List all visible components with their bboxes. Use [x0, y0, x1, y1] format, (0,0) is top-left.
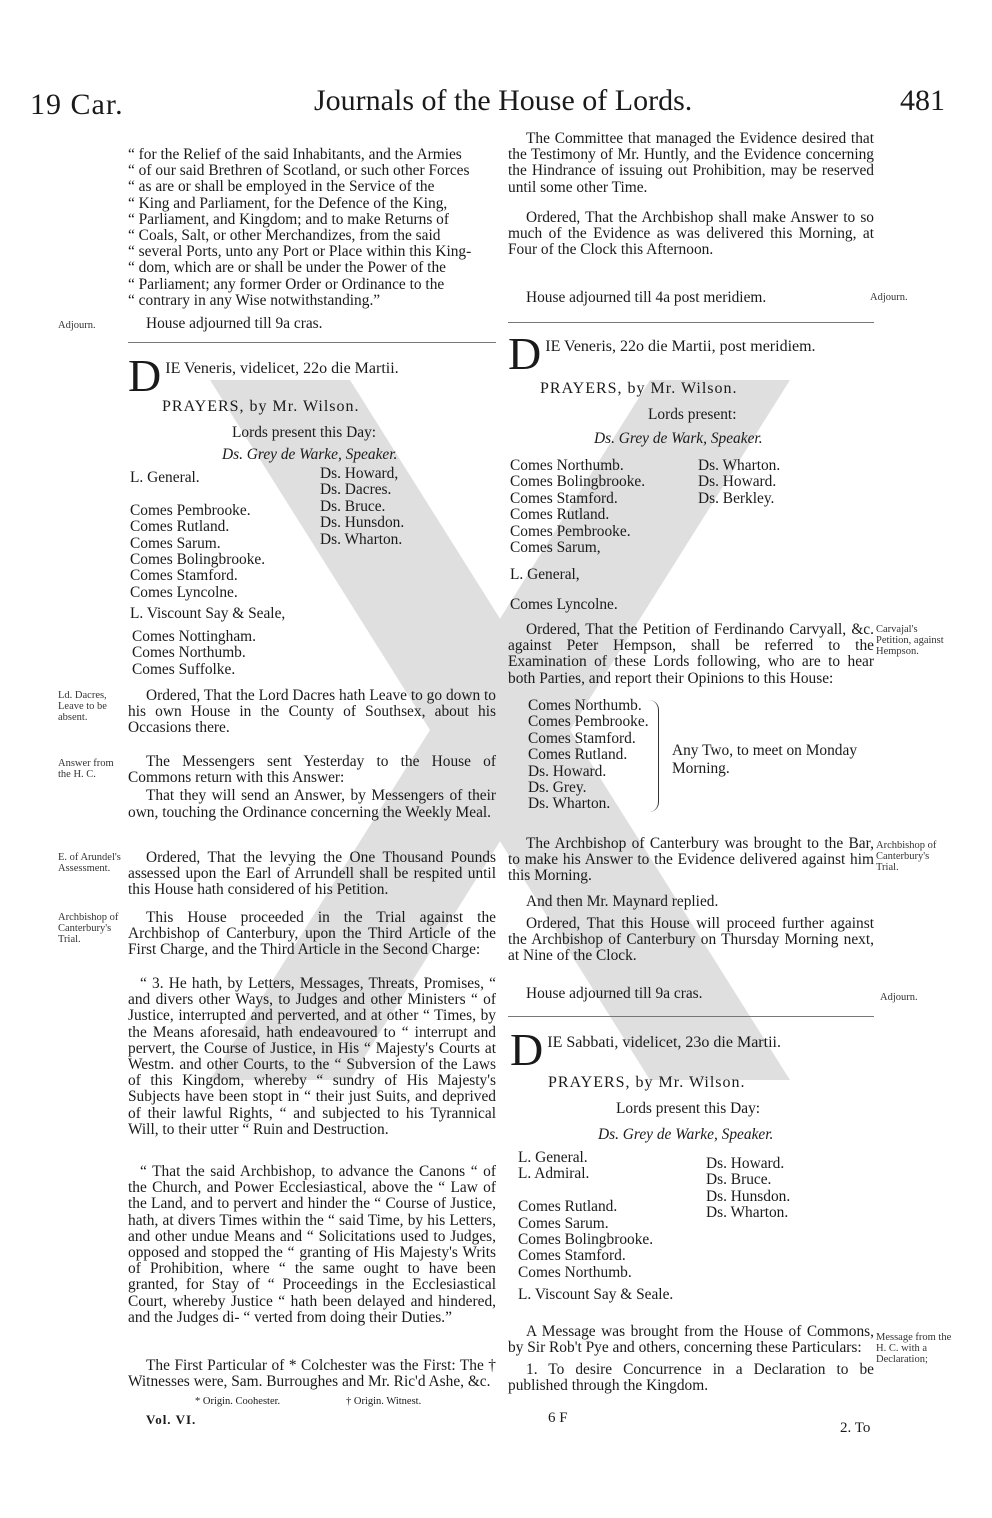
margin-note-message: Message from the H. C. with a Declaration; [876, 1332, 952, 1365]
lord-entry: Ds. Howard. [698, 473, 777, 491]
committee-lord-entry: Comes Rutland. [528, 746, 628, 764]
footnote-2: † Origin. Witnest. [346, 1396, 422, 1407]
para-dacres: Ordered, That the Lord Dacres hath Leave to go down to his own House in the County of Southsex, about his Occasions there. [128, 687, 496, 737]
catchword: 2. To [840, 1420, 871, 1436]
prayers-line-right: PRAYERS, by Mr. Wilson. [540, 380, 738, 397]
lord-entry [518, 1183, 653, 1199]
lord-entry: Comes Nottingham. [132, 628, 256, 645]
adjourn-line-right: House adjourned till 4a post meridiem. [526, 289, 767, 306]
lord-entry: Comes Northumb. [510, 457, 624, 474]
margin-note-carvajal: Carvajal's Petition, against Hempson. [876, 624, 944, 657]
committee-lords-list [528, 698, 649, 813]
speaker-line-right-2: Ds. Grey de Warke, Speaker. [598, 1126, 774, 1143]
volume-mark: Vol. VI. [146, 1412, 197, 1427]
prayers-line-right-2: PRAYERS, by Mr. Wilson. [548, 1074, 746, 1091]
speaker-line: Ds. Grey de Warke, Speaker. [222, 446, 398, 463]
quote-line: “ several Ports, unto any Port or Place within this King- [128, 243, 472, 261]
margin-note-arundel: E. of Arundel's Assessment. [58, 852, 121, 874]
committee-lord-entry: Ds. Howard. [528, 762, 607, 780]
lords-list-right-col2 [698, 458, 780, 507]
lords-present-label: Lords present this Day: [232, 424, 377, 441]
lord-entry: Comes Stamford. [518, 1247, 626, 1265]
lord-entry: Comes Pembrooke. [510, 522, 631, 540]
lord-entry [130, 486, 265, 502]
para-brought: The Archbishop of Canterbury was brought to the Bar, to make his Answer to the Evidence delivered against him this Morning. [508, 835, 874, 885]
lord-entry: L. Admiral. [518, 1165, 590, 1183]
section-divider [128, 342, 496, 343]
viscount-line: L. Viscount Say & Seale, [130, 605, 286, 622]
lords2-list-col1 [518, 1150, 653, 1281]
quote-line: “ Coals, Salt, or other Merchandizes, from the said [128, 227, 441, 245]
list-brace [648, 700, 659, 812]
page-number: 481 [900, 84, 945, 117]
lord-entry: Comes Pembrooke. [130, 501, 251, 519]
day-heading-right-2: D IE Sabbati, videlicet, 23o die Martii. [510, 1024, 781, 1075]
lords-list-right [320, 466, 404, 548]
lord-entry: Comes Northumb. [518, 1263, 632, 1281]
prayers-line: PRAYERS, by Mr. Wilson. [162, 398, 360, 415]
committee-lord-entry: Comes Northumb. [528, 697, 642, 714]
lord-entry: Ds. Bruce. [706, 1171, 772, 1189]
quote-line: “ for the Relief of the said Inhabitants, and the Armies [128, 146, 462, 163]
lord-entry: Ds. Berkley. [698, 489, 775, 507]
lords-list-extra [132, 629, 256, 678]
lord-entry: Comes Sarum. [130, 534, 221, 552]
quote-article-3b: “ That the said Archbishop, to advance the Canons “ of the Church, and Power Ecclesiastical, above the “ Law of the Land, and to pervert and hinder the “ Course of Justice, hath, at divers Times within the “ said Time, by his Letters, and other undue Means and “ Solicitations used to Judges, opposed and stopped the “ granting of His Majesty's Writs of Prohibition, where “ the same ought to have been granted, for Stay of “ Proceedings in the Ecclesiastical Court, whereby Justice “ hath been delayed and hindered, and the Judges di- “ verted from doing their Duties.” [128, 1163, 496, 1326]
para-carvajal: Ordered, That the Petition of Ferdinando Carvyall, &c. against Peter Hempson, shall be referred to the Examination of these Lords following, who are to hear both Parties, and report their Opinions to this House: [508, 621, 874, 687]
para-proceed: Ordered, That this House will proceed further against the Archbishop of Canterbury on Thursday Morning next, at Nine of the Clock. [508, 915, 874, 965]
lord-entry: Ds. Wharton. [706, 1204, 789, 1222]
lord-entry: Comes Bolingbrooke. [510, 473, 646, 491]
lord-entry: Comes Rutland. [130, 518, 230, 536]
quote-continuation [128, 147, 496, 309]
quote-line: “ King and Parliament, for the Defence of the King, [128, 194, 448, 212]
para-first-particular: The First Particular of * Colchester was the First: The † Witnesses were, Sam. Burroughes and Mr. Ric'd Ashe, &c. [128, 1357, 496, 1391]
running-head-left: 19 Car. [30, 88, 124, 121]
para-committee: The Committee that managed the Evidence desired that the Testimony of Mr. Huntly, and the Evidence concerning the Hindrance of issuing out Prohibition, may be reserved until some other Time. [508, 130, 874, 196]
lord-entry: Comes Rutland. [518, 1198, 618, 1216]
lord-entry: Ds. Hunsdon. [706, 1187, 791, 1205]
general-line: L. General, [510, 566, 580, 583]
margin-note-trial-right: Archbishop of Canterbury's Trial. [876, 840, 937, 873]
running-head-title: Journals of the House of Lords. [314, 84, 693, 117]
lords-present-right: Lords present: [648, 406, 737, 423]
para-ordered-answer: Ordered, That the Archbishop shall make Answer to so much of the Evidence as was delivered this Morning, at Four of the Clock this Afternoon. [508, 209, 874, 259]
lords-list-left [130, 470, 265, 601]
para-item1: 1. To desire Concurrence in a Declaration to be published through the Kingdom. [508, 1361, 874, 1395]
para-arundel: Ordered, That the levying the One Thousand Pounds assessed upon the Earl of Arrundell shall be respited until this House hath considered of his Petition. [128, 849, 496, 899]
lord-entry: Comes Bolingbrooke. [130, 551, 266, 569]
committee-note: Any Two, to meet on Monday Morning. [672, 742, 858, 777]
lord-entry: Comes Bolingbrooke. [518, 1231, 654, 1249]
quote-line: “ contrary in any Wise notwithstanding.” [128, 291, 381, 309]
lord-entry: Ds. Wharton. [698, 457, 781, 474]
para-answer: The Messengers sent Yesterday to the House of Commons return with this Answer: That they will send an Answer, by Messengers of their own, touching the Ordinance concerning the Weekly Meal. [128, 753, 496, 821]
margin-note-answer: Answer from the H. C. [58, 758, 114, 780]
day-heading-right: D IE Veneris, 22o die Martii, post meridiem. [508, 328, 816, 379]
lords2-list-col2 [706, 1156, 790, 1222]
lord-entry: Comes Rutland. [510, 506, 610, 524]
lord-entry: Comes Stamford. [130, 567, 238, 585]
committee-lord-entry: Comes Pembrooke. [528, 713, 649, 731]
lords-present-right-2: Lords present this Day: [616, 1100, 761, 1117]
margin-note-trial: Archbishop of Canterbury's Trial. [58, 912, 119, 945]
lord-entry: Comes Northumb. [132, 644, 246, 662]
lord-entry: Ds. Howard. [706, 1155, 785, 1172]
day-heading: D IE Veneris, videlicet, 22o die Martii. [128, 350, 399, 401]
committee-lord-entry: Ds. Grey. [528, 779, 587, 797]
lord-entry: Comes Sarum, [510, 539, 601, 557]
para-message: A Message was brought from the House of Commons, by Sir Rob't Pye and others, concerning these Particulars: [508, 1323, 874, 1357]
viscount-line-right: L. Viscount Say & Seale. [518, 1286, 674, 1303]
adjourn-line: House adjourned till 9a cras. [146, 315, 323, 332]
lord-entry: Ds. Hunsdon. [320, 514, 405, 532]
quote-article-3: “ 3. He hath, by Letters, Messages, Threats, Promises, “ and divers other Ways, to Judges and other Ministers “ of Justice, interrupted and perverted, and at other “ Times, by the Means aforesaid, hath endeavoured to “ interrupt and pervert, the Course of Justice, in His “ Majesty's Courts at Westm. and other Courts, to the “ Subversion of the Laws of this Kingdom, whereby “ sundry of His Majesty's Subjects have been stopt in “ their just Suits, and deprived of their lawful Rights, “ and subjected to his Tyrannical Will, to their utter “ Ruin and Destruction. [128, 975, 496, 1138]
lord-entry: Comes Stamford. [510, 489, 618, 507]
lord-entry: Comes Sarum. [518, 1214, 609, 1232]
committee-lord-entry: Comes Stamford. [528, 729, 636, 747]
para-trial: This House proceeded in the Trial against the Archbishop of Canterbury, upon the Third Article of the First Charge, and the Third Article in the Second Charge: [128, 909, 496, 959]
quote-line: “ dom, which are or shall be under the Power of the [128, 259, 446, 277]
footnote-1: * Origin. Coohester. [195, 1396, 281, 1407]
quote-line: “ of our said Brethren of Scotland, or such other Forces [128, 162, 470, 180]
section-divider-right [508, 322, 874, 323]
speaker-line-right: Ds. Grey de Wark, Speaker. [594, 430, 763, 447]
lords-list-right-col1 [510, 458, 645, 556]
lord-entry: L. General. [130, 469, 200, 486]
margin-note-adjourn-right-2: Adjourn. [880, 992, 918, 1003]
committee-lord-entry: Ds. Wharton. [528, 795, 611, 813]
margin-note-dacres: Ld. Dacres, Leave to be absent. [58, 690, 107, 723]
lyncolne-line: Comes Lyncolne. [510, 596, 618, 613]
adjourn-line-right-2: House adjourned till 9a cras. [526, 985, 703, 1002]
lord-entry: Ds. Bruce. [320, 497, 386, 515]
section-divider-right-2 [508, 1016, 874, 1017]
lord-entry: Ds. Howard, [320, 465, 399, 482]
quote-line: “ as are or shall be employed in the Service of the [128, 178, 435, 196]
margin-note-adjourn-right: Adjourn. [870, 292, 908, 303]
lord-entry: Ds. Dacres. [320, 481, 392, 499]
margin-note-adjourn: Adjourn. [58, 320, 96, 331]
para-maynard: And then Mr. Maynard replied. [526, 893, 719, 910]
quote-line: “ Parliament, and Kingdom; and to make Returns of [128, 210, 449, 228]
signature-mark: 6 F [548, 1410, 568, 1426]
lord-entry: Ds. Wharton. [320, 530, 403, 548]
lord-entry: L. General. [518, 1149, 588, 1166]
quote-line: “ Parliament; any former Order or Ordinance to the [128, 275, 445, 293]
lord-entry: Comes Lyncolne. [130, 583, 238, 601]
lord-entry: Comes Suffolke. [132, 660, 236, 678]
